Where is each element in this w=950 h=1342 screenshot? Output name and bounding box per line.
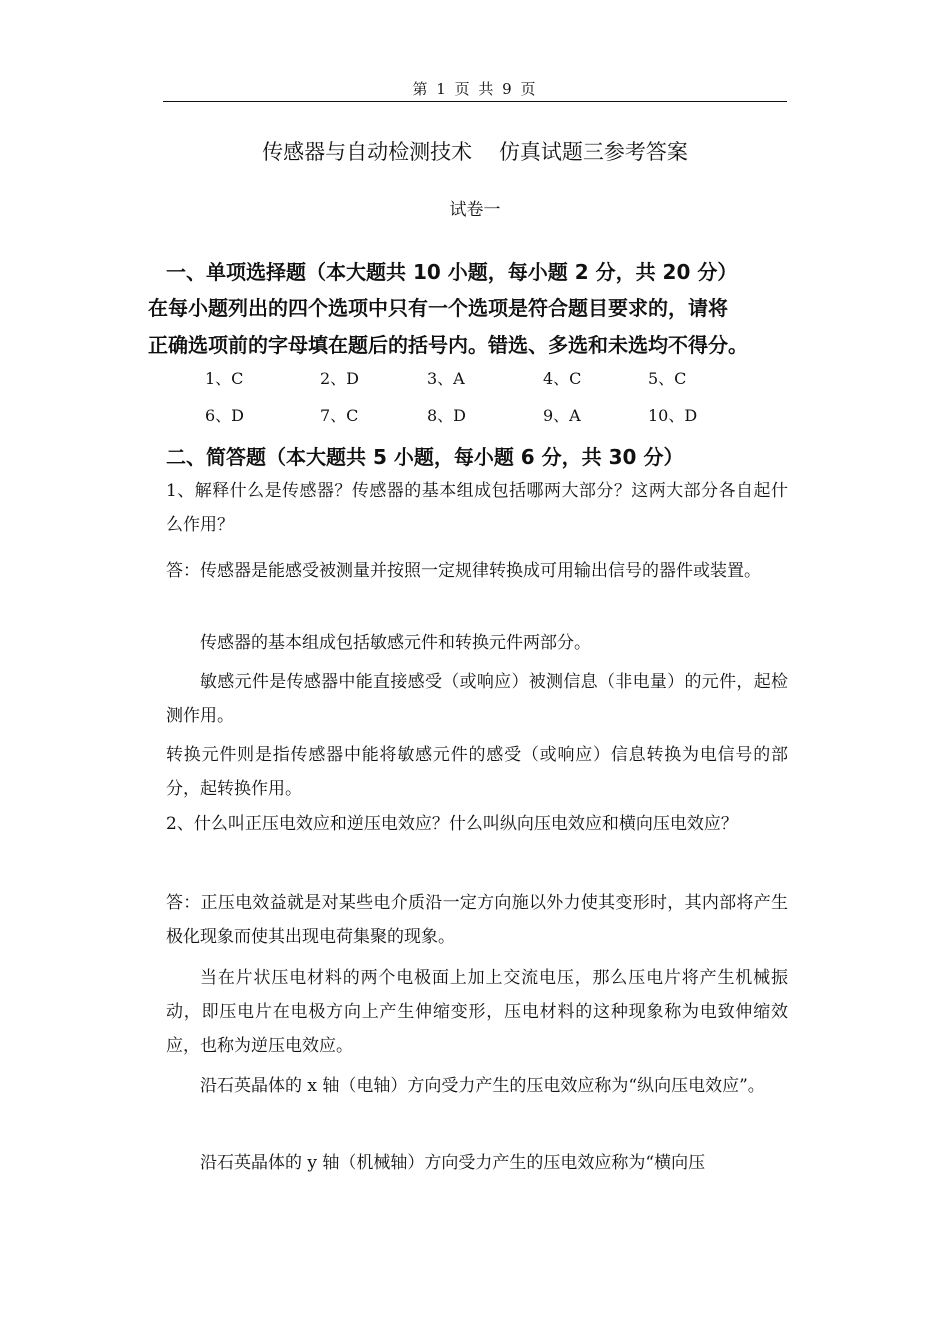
question-2-answer-paragraph: 沿石英晶体的 x 轴（电轴）方向受力产生的压电效应称为“纵向压电效应”。 [200,1076,765,1096]
question-1-answer-paragraph: 答：传感器是能感受被测量并按照一定规律转换成可用输出信号的器件或装置。 [166,561,761,581]
section-2-heading: 二、简答题（本大题共 5 小题，每小题 6 分，共 30 分） [166,445,684,469]
answer-item: 7、C [320,406,359,425]
answer-item: 8、D [427,406,467,425]
question-1-answer-paragraph: 传感器的基本组成包括敏感元件和转换元件两部分。 [200,633,591,653]
question-1-answer-paragraph: 敏感元件是传感器中能直接感受（或响应）被测信息（非电量）的元件，起检测作用。 [166,672,788,726]
question-2-answer-paragraph: 答：正压电效益就是对某些电介质沿一定方向施以外力使其变形时，其内部将产生极化现象而使其出现电荷集聚的现象。 [166,893,788,947]
answer-item: 4、C [543,369,582,388]
question-2: 2、什么叫正压电效应和逆压电效应？什么叫纵向压电效应和横向压电效应？ [166,814,738,834]
answer-item: 9、A [543,406,581,425]
question-1: 1、解释什么是传感器？传感器的基本组成包括哪两大部分？这两大部分各自起什么作用？ [166,481,788,535]
section-1-instruction-line-2: 正确选项前的字母填在题后的括号内。错选、多选和未选均不得分。 [148,333,748,357]
question-2-answer-paragraph: 当在片状压电材料的两个电极面上加上交流电压，那么压电片将产生机械振动，即压电片在电极方向上产生伸缩变形，压电材料的这种现象称为电致伸缩效应，也称为逆压电效应。 [166,968,788,1056]
answer-item: 1、C [205,369,244,388]
answer-item: 6、D [205,406,245,425]
answer-item: 2、D [320,369,360,388]
answer-item: 3、A [427,369,465,388]
document-subtitle: 试卷一 [449,200,501,220]
document-title: 传感器与自动检测技术 仿真试题三参考答案 [262,140,688,164]
question-1-answer-paragraph: 转换元件则是指传感器中能将敏感元件的感受（或响应）信息转换为电信号的部分，起转换作用。 [166,745,788,799]
section-1-heading: 一、单项选择题（本大题共 10 小题，每小题 2 分，共 20 分） [166,260,738,284]
header-divider [163,101,787,102]
question-2-answer-paragraph: 沿石英晶体的 y 轴（机械轴）方向受力产生的压电效应称为“横向压 [200,1153,706,1173]
answer-item: 10、D [648,406,698,425]
answer-item: 5、C [648,369,687,388]
section-1-instruction-line-1: 在每小题列出的四个选项中只有一个选项是符合题目要求的，请将 [148,296,728,320]
page-indicator: 第 1 页 共 9 页 [412,80,538,98]
